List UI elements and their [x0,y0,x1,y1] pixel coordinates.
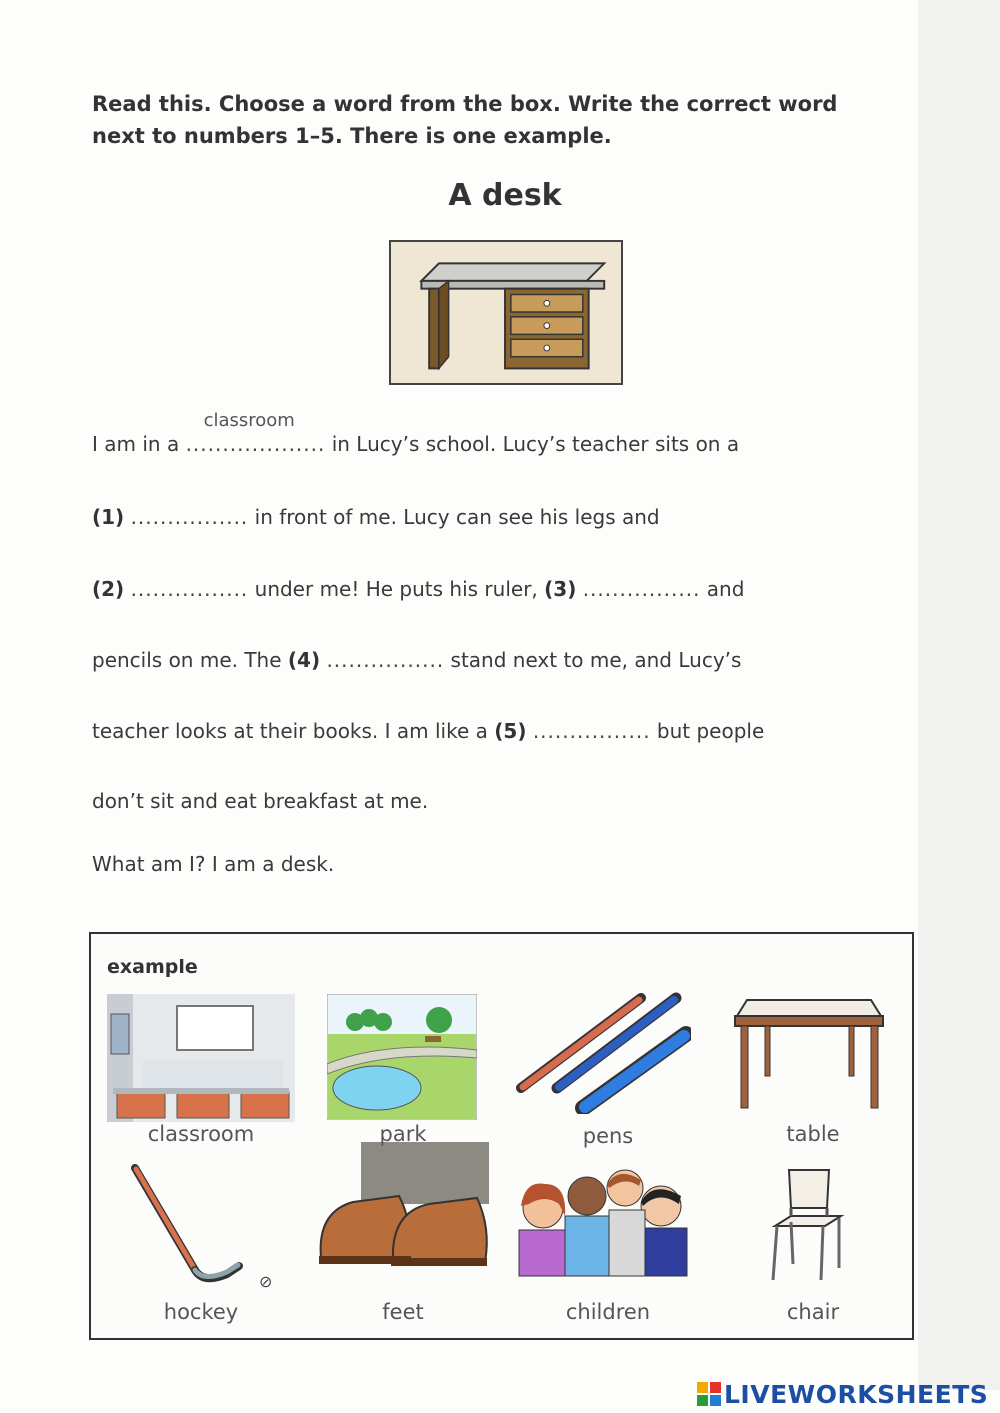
word-chair: chair [786,1300,840,1324]
story-line-3 [92,577,744,601]
story-line-4 [92,648,741,672]
desk-icon [391,242,621,383]
word-hockey: hockey [163,1300,239,1324]
story-line-2 [92,505,660,529]
story-text: stand next to me, and Lucy’s [444,648,742,672]
story-text: but people [650,719,765,743]
example-mark: ⊘ [259,1272,273,1291]
story-text: pencils on me. The [92,648,288,672]
word-classroom: classroom [147,1122,255,1146]
answer-blank-1[interactable]: ................ [130,505,249,529]
story-line-7: What am I? I am a desk. [92,852,335,876]
answer-blank-3[interactable]: ................ [582,577,701,601]
park-image [327,994,477,1120]
answer-blank-5[interactable]: ................ [532,719,651,743]
example-dots: ................... [185,432,326,456]
instructions [92,88,912,152]
word-feet: feet [382,1300,424,1324]
story-line-1 [92,410,740,456]
page-title: A desk [448,178,562,213]
feet-image [313,1142,493,1270]
hockey-stick-image [127,1162,267,1284]
story-text: in front of me. Lucy can see his legs and [248,505,660,529]
instructions-line-1: Read this. Choose a word from the box. Write the correct word [92,92,838,116]
pens-image [511,988,691,1114]
story-line-6: don’t sit and eat breakfast at me. [92,789,429,813]
word-box [89,932,914,1340]
liveworksheets-logo-icon [697,1382,721,1406]
question-number-1: (1) [92,505,125,529]
story-text: in Lucy’s school. Lucy’s teacher sits on a [325,432,740,456]
answer-blank-2[interactable]: ................ [130,577,249,601]
word-pens: pens [582,1124,634,1148]
table-image [731,994,887,1112]
desk-illustration [389,240,623,385]
children-image [509,1154,693,1278]
story-line-5 [92,719,764,743]
example-answer: classroom [203,410,295,431]
question-number-4: (4) [287,648,321,672]
story-text: under me! He puts his ruler, [248,577,545,601]
brand-name: LIVEWORKSHEETS [724,1379,989,1409]
answer-blank-4[interactable]: ................ [326,648,445,672]
word-children: children [565,1300,651,1324]
liveworksheets-brand [697,1378,988,1410]
question-number-2: (2) [92,577,125,601]
question-number-5: (5) [494,719,527,743]
story-text: and [700,577,745,601]
story-text: I am in a [92,432,186,456]
word-table: table [786,1122,840,1146]
example-blank [185,410,326,456]
story-text: teacher looks at their books. I am like a [92,719,495,743]
example-label: example [107,956,198,978]
classroom-image [107,994,295,1122]
question-number-3: (3) [544,577,577,601]
word-park: park [379,1122,427,1146]
chair-image [767,1164,847,1282]
instructions-line-2: next to numbers 1–5. There is one example. [92,124,612,148]
